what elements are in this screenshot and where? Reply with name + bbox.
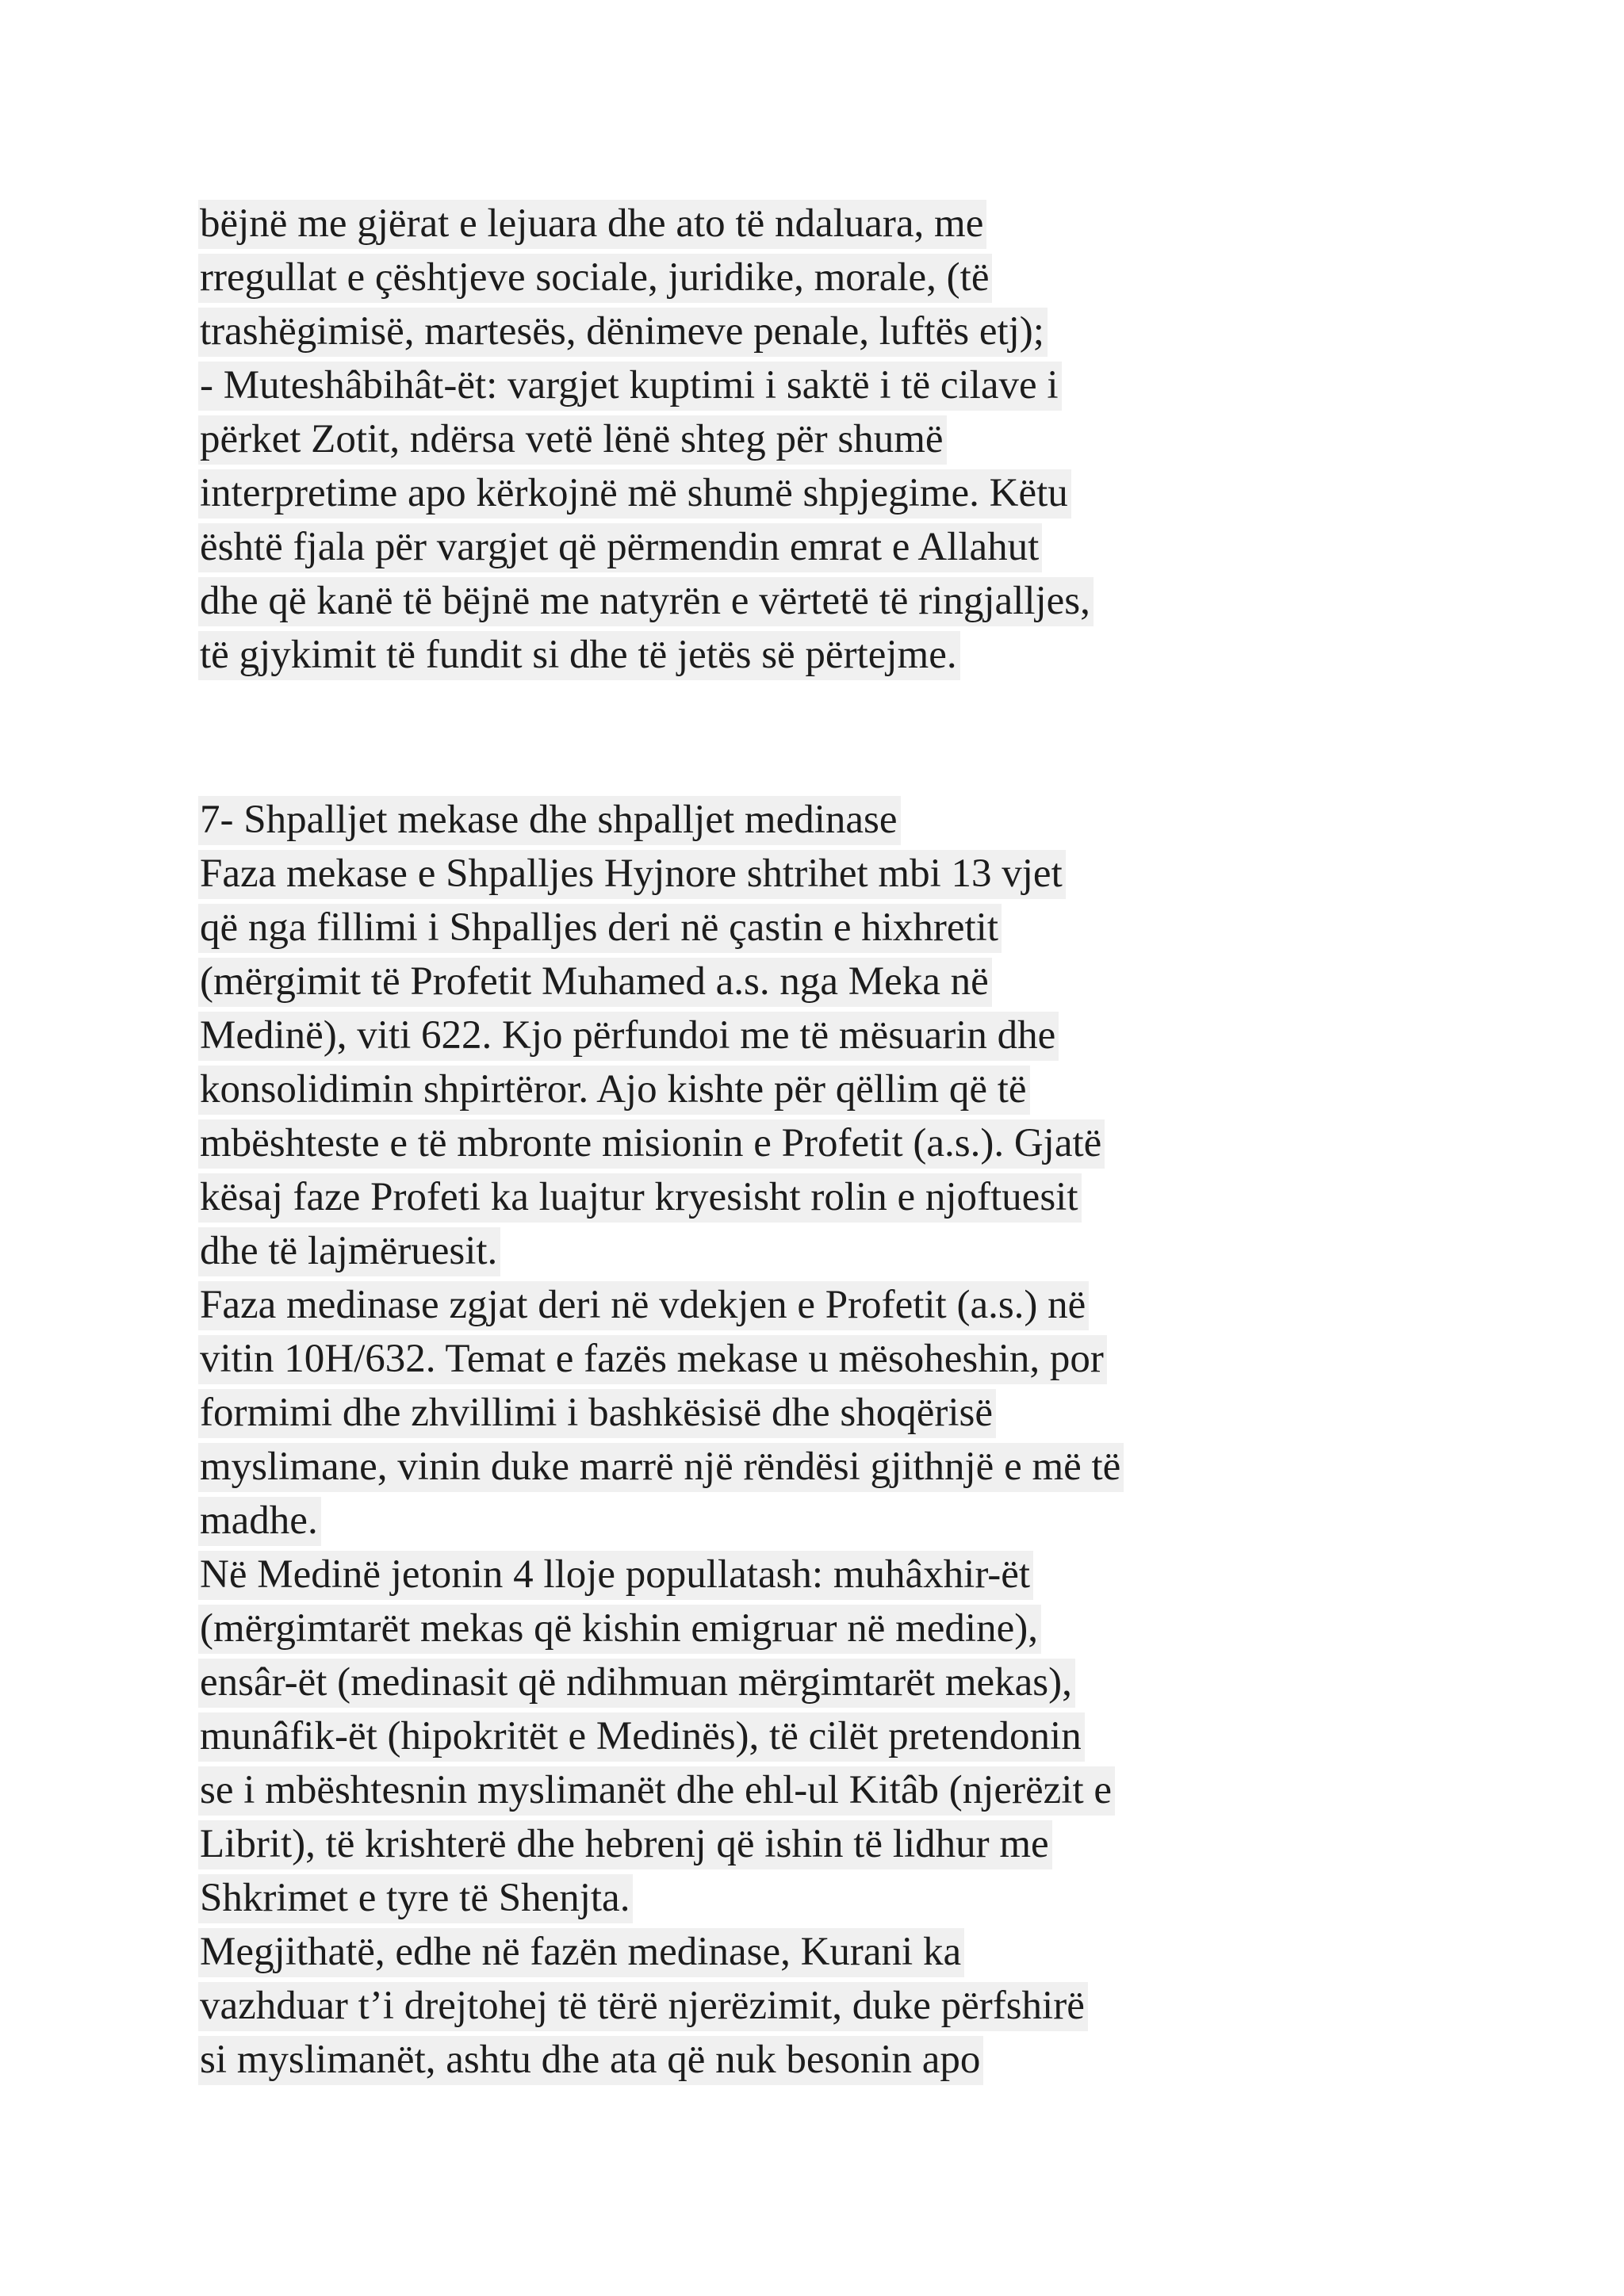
text-line-content: Faza mekase e Shpalljes Hyjnore shtrihet mbi 13 vjet [198, 850, 1066, 899]
text-line-content: se i mbështesnin myslimanët dhe ehl-ul Kitâb (njerëzit e [198, 1766, 1115, 1816]
text-line [198, 574, 1229, 628]
text-line-content: interpretime apo kërkojnë më shumë shpjegime. Këtu [198, 469, 1071, 519]
text-line [198, 304, 1229, 358]
text-line [198, 1008, 1229, 1062]
text-line-content: trashëgimisë, martesës, dënimeve penale, luftës etj); [198, 308, 1048, 357]
text-line-content: që nga fillimi i Shpalljes deri në çastin e hixhretit [198, 904, 1002, 953]
text-line [198, 847, 1229, 901]
text-line-content: përket Zotit, ndërsa vetë lënë shteg për shumë [198, 415, 947, 465]
text-line [198, 1440, 1229, 1494]
text-line [198, 251, 1229, 304]
text-line-content: Shkrimet e tyre të Shenjta. [198, 1874, 633, 1923]
text-line [198, 1062, 1229, 1116]
text-line-content: dhe të lajmëruesit. [198, 1227, 500, 1276]
text-line [198, 1386, 1229, 1440]
text-line [198, 1116, 1229, 1170]
text-line [198, 901, 1229, 955]
text-line-content: madhe. [198, 1497, 321, 1546]
text-line [198, 1170, 1229, 1224]
text-line [198, 358, 1229, 412]
text-line-content: bëjnë me gjërat e lejuara dhe ato të ndaluara, me [198, 200, 986, 249]
text-line [198, 1763, 1229, 1817]
text-line [198, 412, 1229, 466]
text-line-content: formimi dhe zhvillimi i bashkësisë dhe shoqërisë [198, 1389, 996, 1438]
text-line-content: kësaj faze Profeti ka luajtur kryesisht rolin e njoftuesit [198, 1173, 1082, 1223]
text-line-content: Librit), të krishterë dhe hebrenj që ishin të lidhur me [198, 1820, 1052, 1869]
text-line [198, 1494, 1229, 1548]
text-line-content: Megjithatë, edhe në fazën medinase, Kurani ka [198, 1928, 964, 1977]
text-line-content: - Muteshâbihât-ët: vargjet kuptimi i saktë i të cilave i [198, 362, 1062, 411]
text-line-content: (mërgimit të Profetit Muhamed a.s. nga Meka në [198, 958, 992, 1007]
text-line [198, 1871, 1229, 1925]
text-block-section-7 [198, 793, 1229, 2087]
text-line [198, 1224, 1229, 1278]
text-line-content: Faza medinase zgjat deri në vdekjen e Profetit (a.s.) në [198, 1281, 1089, 1330]
text-line [198, 955, 1229, 1008]
text-line-content: (mërgimtarët mekas që kishin emigruar në medine), [198, 1605, 1041, 1654]
text-line-content: vitin 10H/632. Temat e fazës mekase u mësoheshin, por [198, 1335, 1107, 1384]
text-line [198, 1332, 1229, 1386]
text-line [198, 2033, 1229, 2087]
text-line-content: rregullat e çështjeve sociale, juridike, morale, (të [198, 254, 992, 303]
text-line [198, 466, 1229, 520]
text-line-content: munâfik-ët (hipokritët e Medinës), të cilët pretendonin [198, 1712, 1085, 1762]
text-line [198, 1979, 1229, 2033]
text-line [198, 1548, 1229, 1601]
text-line [198, 1601, 1229, 1655]
text-line [198, 197, 1229, 251]
text-line-content: është fjala për vargjet që përmendin emrat e Allahut [198, 523, 1042, 572]
text-line-content: Në Medinë jetonin 4 lloje popullatash: muhâxhir-ët [198, 1551, 1033, 1600]
text-line [198, 1817, 1229, 1871]
text-line [198, 1925, 1229, 1979]
text-line-content: dhe që kanë të bëjnë me natyrën e vërtetë të ringjalljes, [198, 577, 1094, 626]
text-line-content: të gjykimit të fundit si dhe të jetës së përtejme. [198, 631, 960, 680]
text-line-content: mbështeste e të mbronte misionin e Profetit (a.s.). Gjatë [198, 1119, 1105, 1169]
text-line [198, 628, 1229, 682]
text-line-content: myslimane, vinin duke marrë një rëndësi gjithnjë e më të [198, 1443, 1124, 1492]
text-block-continuation [198, 197, 1229, 682]
text-line [198, 520, 1229, 574]
text-line-content: 7- Shpalljet mekase dhe shpalljet medinase [198, 796, 901, 845]
text-line-content: vazhduar t’i drejtohej të tërë njerëzimit, duke përfshirë [198, 1982, 1088, 2031]
text-line [198, 1278, 1229, 1332]
text-line [198, 1655, 1229, 1709]
text-line-content: Medinë), viti 622. Kjo përfundoi me të mësuarin dhe [198, 1012, 1059, 1061]
text-line-content: konsolidimin shpirtëror. Ajo kishte për qëllim që të [198, 1066, 1030, 1115]
text-line [198, 793, 1229, 847]
text-line [198, 1709, 1229, 1763]
text-line-content: ensâr-ët (medinasit që ndihmuan mërgimtarët mekas), [198, 1659, 1075, 1708]
text-line-content: si myslimanët, ashtu dhe ata që nuk besonin apo [198, 2036, 983, 2085]
